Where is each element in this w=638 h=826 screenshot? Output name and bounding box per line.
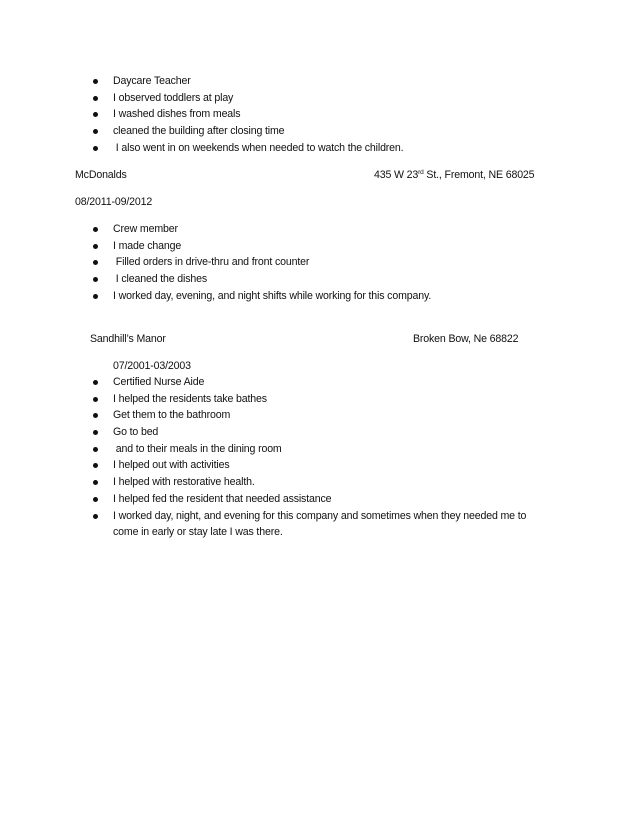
bullet-icon [93, 244, 98, 249]
bullet-text: Filled orders in drive-thru and front counter [113, 256, 310, 269]
list-item [93, 424, 549, 441]
mcdonalds-dates: 08/2011-09/2012 [75, 196, 153, 208]
sandhills-dates: 07/2001-03/2003 [113, 360, 191, 372]
address-rest: St., Fremont, NE 68025 [423, 169, 535, 181]
bullet-icon [93, 430, 98, 435]
sandhills-location: Broken Bow, Ne 68822 [413, 333, 519, 345]
bullet-icon [93, 480, 98, 485]
list-item [93, 508, 549, 541]
bullet-icon [93, 227, 98, 232]
bullet-icon [93, 463, 98, 468]
address-ordinal-suffix: rd [418, 169, 424, 176]
bullet-text: I observed toddlers at play [113, 91, 234, 104]
bullet-text: I also went in on weekends when needed to watch the children. [113, 141, 404, 154]
bullet-text: Daycare Teacher [113, 75, 191, 87]
bullet-icon [93, 146, 98, 151]
list-item [93, 374, 549, 391]
bullet-icon [93, 514, 98, 519]
list-item [93, 254, 563, 271]
bullet-icon [93, 380, 98, 385]
list-item [93, 140, 553, 157]
bullet-icon [93, 277, 98, 282]
bullet-text: and to their meals in the dining room [113, 442, 282, 455]
list-item [93, 457, 549, 474]
bullet-icon [93, 397, 98, 402]
bullet-text: I washed dishes from meals [113, 108, 241, 121]
daycare-bullet-list [93, 73, 553, 156]
bullet-icon [93, 294, 98, 299]
address-number: 435 W 23 [374, 169, 419, 181]
list-item [93, 491, 549, 508]
bullet-text: I helped fed the resident that needed assistance [113, 492, 332, 505]
sandhills-bullet-list [93, 374, 549, 541]
sandhills-employer: Sandhill’s Manor [90, 333, 166, 345]
list-item [93, 288, 563, 305]
bullet-icon [93, 260, 98, 265]
list-item [93, 123, 553, 140]
bullet-icon [93, 447, 98, 452]
list-item [93, 221, 563, 238]
mcdonalds-address [374, 167, 534, 183]
list-item [93, 73, 553, 90]
bullet-text: I made change [113, 239, 182, 252]
mcdonalds-bullet-list [93, 221, 563, 304]
list-item [93, 106, 553, 123]
list-item [93, 474, 549, 491]
bullet-icon [93, 129, 98, 134]
bullet-icon [93, 413, 98, 418]
list-item [93, 271, 563, 288]
bullet-text: cleaned the building after closing time [113, 125, 285, 138]
bullet-text: I cleaned the dishes [113, 273, 208, 286]
bullet-text: Certified Nurse Aide [113, 376, 205, 388]
list-item [93, 391, 549, 408]
bullet-icon [93, 96, 98, 101]
list-item [93, 441, 549, 458]
bullet-icon [93, 79, 98, 84]
bullet-text: Crew member [113, 223, 178, 235]
bullet-icon [93, 497, 98, 502]
bullet-text: Go to bed [113, 426, 159, 439]
bullet-icon [93, 112, 98, 117]
bullet-text: I helped the residents take bathes [113, 392, 267, 405]
list-item [93, 238, 563, 255]
bullet-text: I worked day, night, and evening for this company and sometimes when they needed me to come in early or stay late I was there. [113, 509, 527, 539]
bullet-text: I helped with restorative health. [113, 476, 255, 489]
bullet-text: I helped out with activities [113, 459, 230, 472]
list-item [93, 407, 549, 424]
mcdonalds-employer: McDonalds [75, 169, 127, 181]
bullet-text: Get them to the bathroom [113, 409, 231, 422]
bullet-text: I worked day, evening, and night shifts while working for this company. [113, 289, 432, 302]
list-item [93, 90, 553, 107]
